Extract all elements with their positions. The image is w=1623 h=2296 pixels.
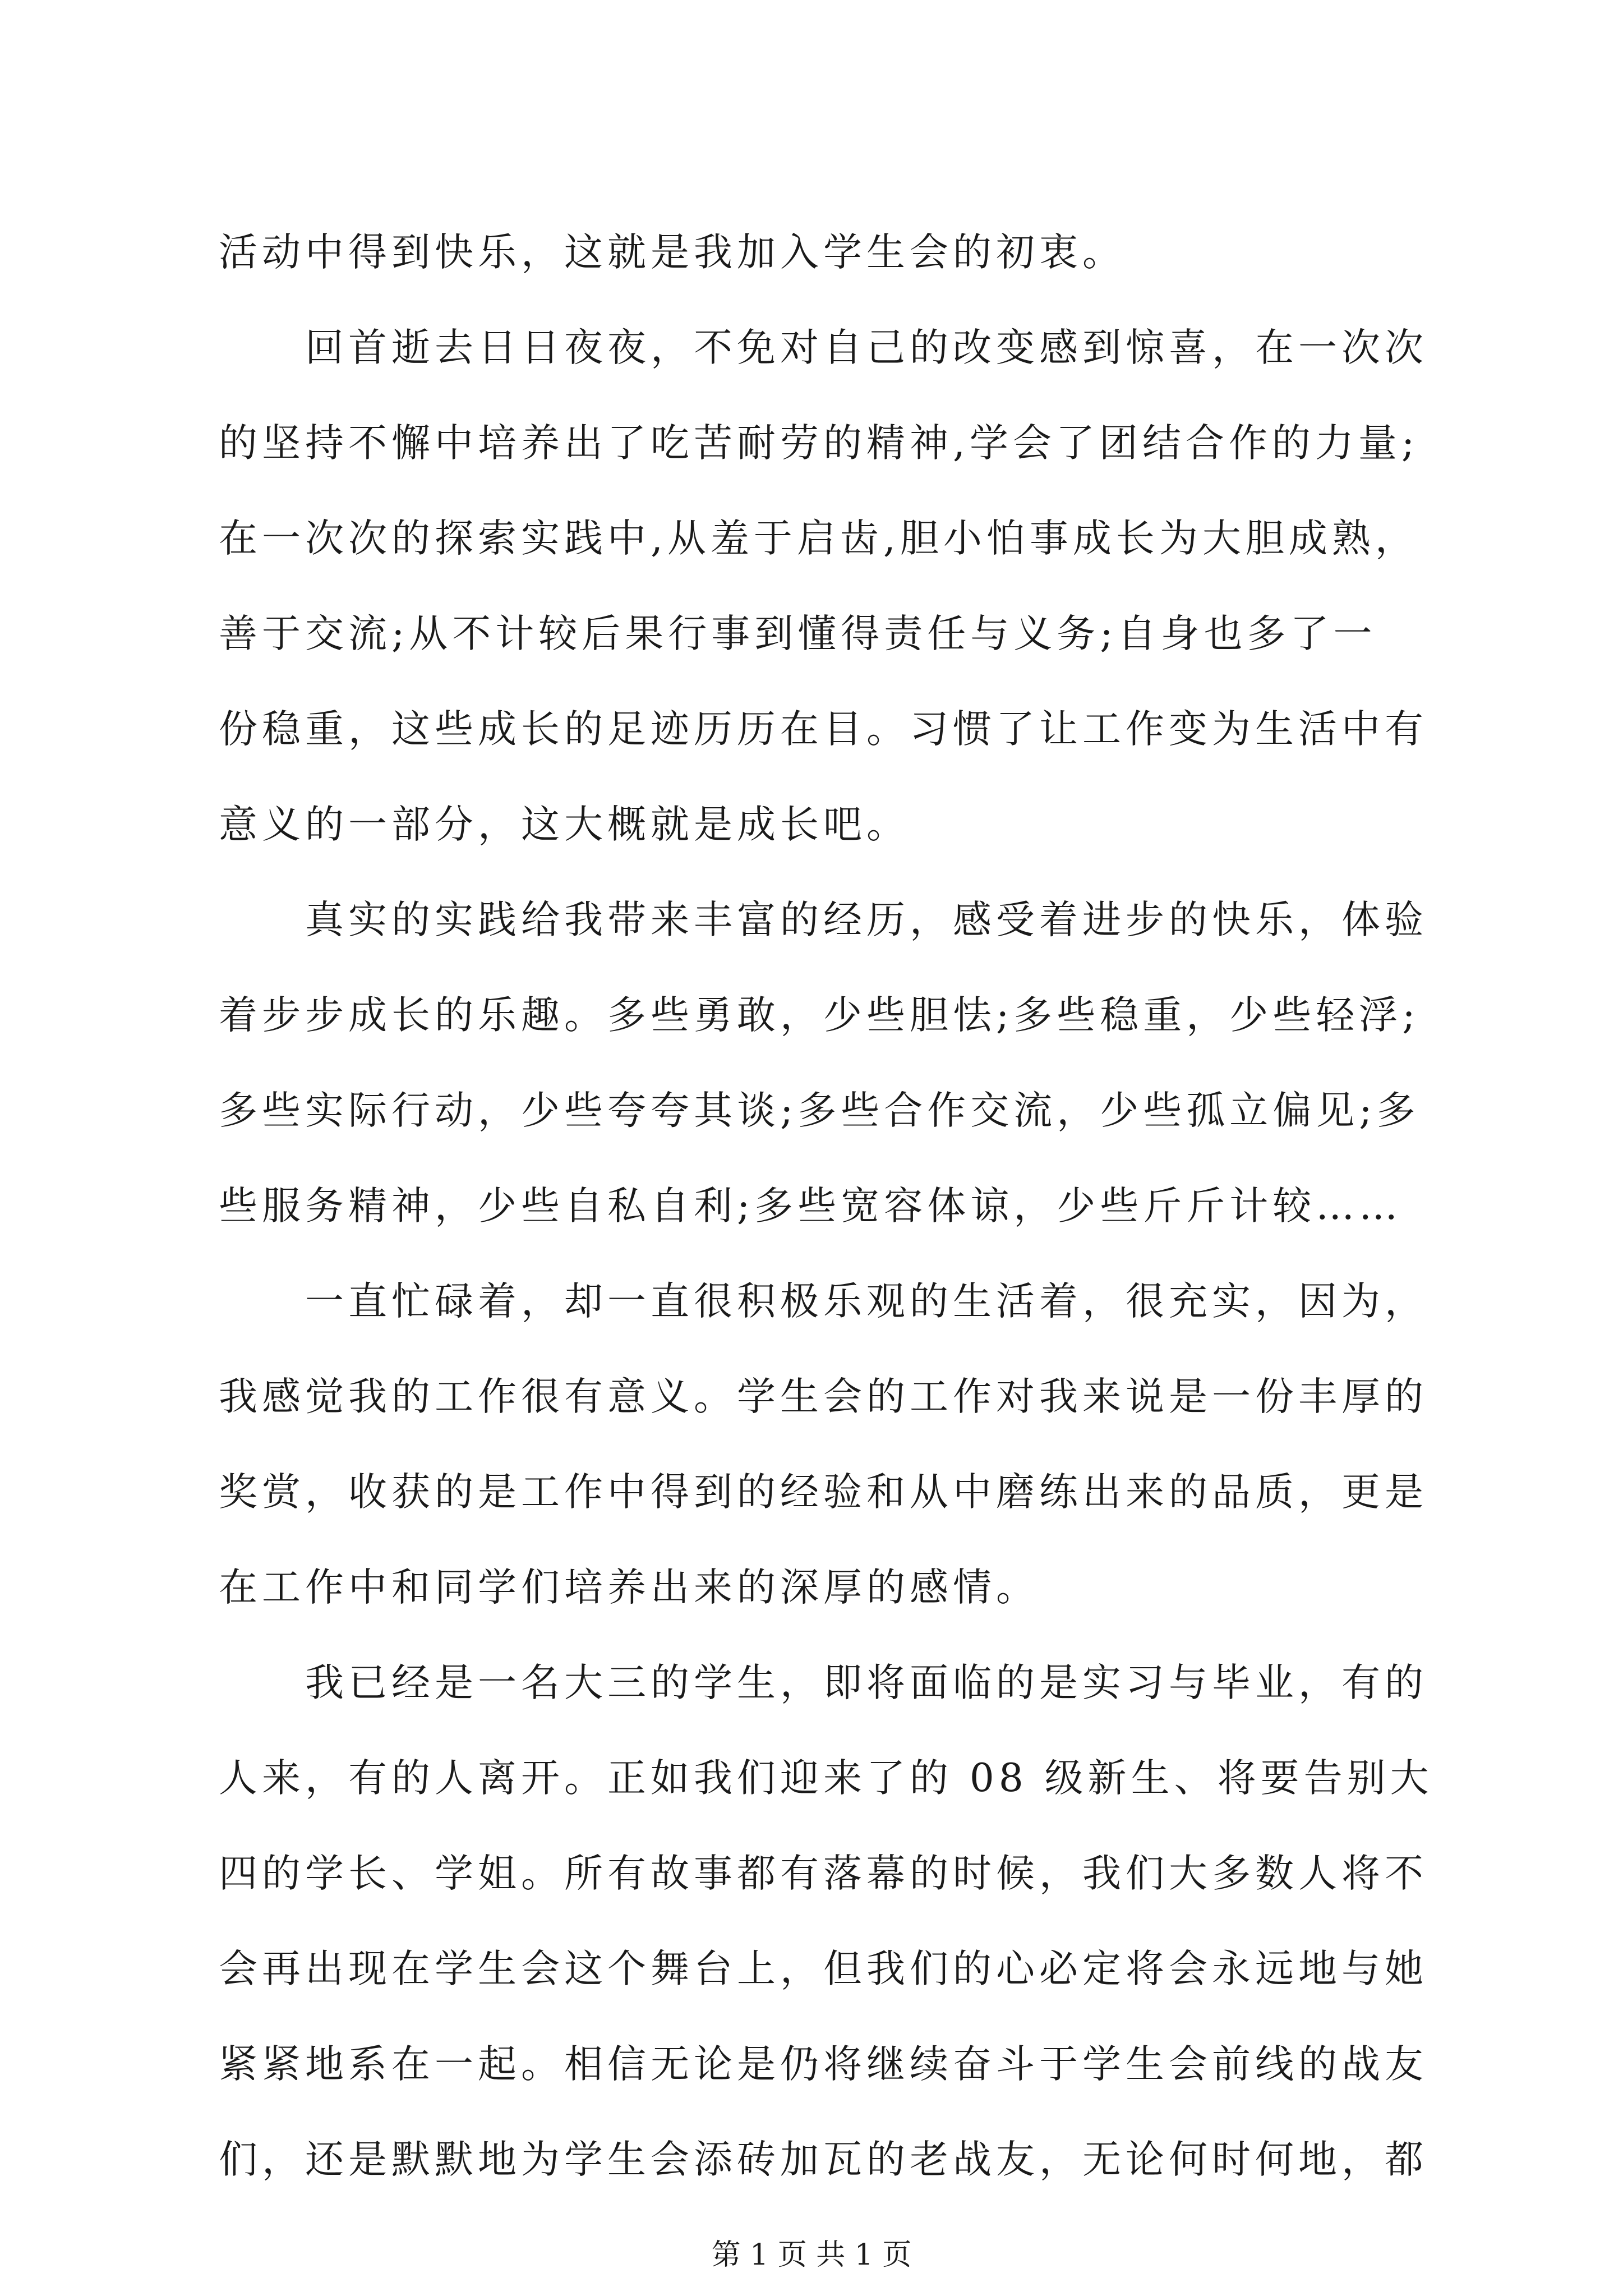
- text-line: 在一次次的探索实践中,从羞于启齿,胆小怕事成长为大胆成熟，: [219, 516, 1418, 561]
- text-line: 着步步成长的乐趣。多些勇敢，少些胆怯;多些稳重，少些轻浮;: [219, 993, 1420, 1038]
- text-line: 奖赏，收获的是工作中得到的经验和从中磨练出来的品质，更是: [219, 1470, 1428, 1515]
- text-line: 份稳重，这些成长的足迹历历在目。习惯了让工作变为生活中有: [219, 707, 1428, 752]
- page-footer: 第 1 页 共 1 页: [711, 2238, 912, 2272]
- text-line: 些服务精神，少些自私自利;多些宽容体谅，少些斤斤计较……: [219, 1184, 1403, 1228]
- text-line: 人来，有的人离开。正如我们迎来了的 08 级新生、将要告别大: [219, 1756, 1433, 1801]
- text-line: 意义的一部分，这大概就是成长吧。: [219, 802, 910, 847]
- text-line: 多些实际行动，少些夸夸其谈;多些合作交流，少些孤立偏见;多: [219, 1088, 1420, 1133]
- text-line: 真实的实践给我带来丰富的经历，感受着进步的快乐，体验: [219, 898, 1428, 942]
- text-line: 们，还是默默地为学生会添砖加瓦的老战友，无论何时何地，都: [219, 2137, 1428, 2182]
- text-line: 善于交流;从不计较后果行事到懂得责任与义务;自身也多了一: [219, 611, 1377, 656]
- text-line: 在工作中和同学们培养出来的深厚的感情。: [219, 1565, 1039, 1610]
- text-line: 紧紧地系在一起。相信无论是仍将继续奋斗于学生会前线的战友: [219, 2042, 1428, 2087]
- text-line: 会再出现在学生会这个舞台上，但我们的心必定将会永远地与她: [219, 1947, 1428, 1991]
- text-line: 一直忙碌着，却一直很积极乐观的生活着，很充实，因为，: [219, 1279, 1428, 1324]
- text-line: 我已经是一名大三的学生，即将面临的是实习与毕业，有的: [219, 1660, 1428, 1705]
- text-line: 回首逝去日日夜夜，不免对自己的改变感到惊喜，在一次次: [219, 325, 1428, 370]
- text-line: 四的学长、学姐。所有故事都有落幕的时候，我们大多数人将不: [219, 1851, 1428, 1896]
- text-line: 的坚持不懈中培养出了吃苦耐劳的精神,学会了团结合作的力量;: [219, 421, 1419, 466]
- text-line: 我感觉我的工作很有意义。学生会的工作对我来说是一份丰厚的: [219, 1374, 1428, 1419]
- text-line: 活动中得到快乐，这就是我加入学生会的初衷。: [219, 230, 1126, 275]
